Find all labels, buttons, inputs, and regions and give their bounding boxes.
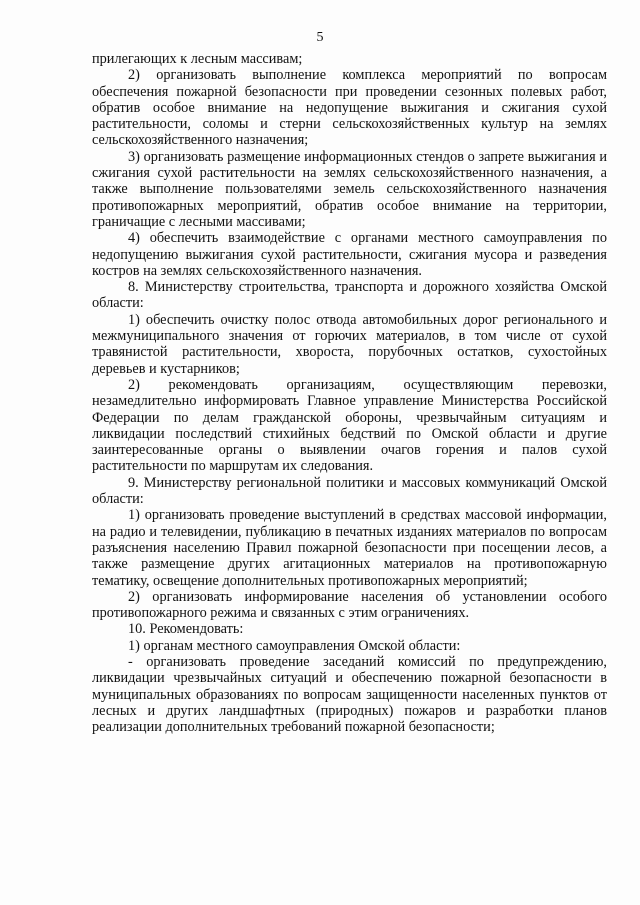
- paragraph: 10. Рекомендовать:: [128, 621, 244, 638]
- paragraph: 3) организовать размещение информационных стендов о запрете выжигания и сжигания сухой растительности на землях сельскохозяйственного назначения, а также выполнение пользователями земель сельскохозяйственного назначения противопожарных мероприятий, обратив особое внимание на территории, граничащие с лесными массивами;: [92, 148, 607, 230]
- paragraph: - организовать проведение заседаний комиссий по предупреждению, ликвидации чрезвычайных ситуаций и обеспечению пожарной безопасности в муниципальных образованиях по вопросам защищенности населенных пунктов от лесных и других ландшафтных (природных) пожаров и разработки планов реализации дополнительных требований пожарной безопасности;: [92, 653, 607, 736]
- paragraph: 2) рекомендовать организациям, осуществляющим перевозки, незамедлительно информировать Главное управление Министерства Российской Федерации по делам гражданской обороны, чрезвычайным ситуациям и ликвидации последствий стихийных бедствий по Омской области и другие заинтересованные органы о выявлении очагов горения и палов сухой растительности по маршрутам их следования.: [92, 376, 607, 475]
- paragraph: 1) обеспечить очистку полос отвода автомобильных дорог регионального и межмуниципального значения от горючих материалов, в том числе от сухой травянистой растительности, хвороста, порубочных остатков, сухостойных деревьев и кустарников;: [92, 311, 607, 377]
- paragraph: 1) организовать проведение выступлений в средствах массовой информации, на радио и телевидении, публикацию в печатных изданиях материалов по вопросам разъяснения населению Правил пожарной безопасности при посещении лесов, а также размещение других агитационных материалов на противопожарную тематику, освещение дополнительных противопожарных мероприятий;: [92, 507, 607, 589]
- paragraph: 2) организовать выполнение комплекса мероприятий по вопросам обеспечения пожарной безопасности при проведении сезонных полевых работ, обратив особое внимание на недопущение выжигания и сжигания сухой растительности, соломы и стерни сельскохозяйственных культур на землях сельскохозяйственного назначения;: [92, 67, 607, 149]
- document-body: [92, 51, 607, 735]
- paragraph: 1) органам местного самоуправления Омской области:: [128, 637, 461, 654]
- paragraph: 4) обеспечить взаимодействие с органами местного самоуправления по недопущению выжигания сухой растительности, сжигания мусора и разведения костров на землях сельскохозяйственного назначения.: [92, 230, 607, 279]
- paragraph: прилегающих к лесным массивам;: [92, 51, 303, 67]
- paragraph: 9. Министерству региональной политики и массовых коммуникаций Омской области:: [92, 474, 607, 508]
- paragraph: 2) организовать информирование населения об установлении особого противопожарного режима и связанных с этим ограничениях.: [92, 588, 607, 622]
- page-number: 5: [316, 30, 324, 45]
- paragraph: 8. Министерству строительства, транспорта и дорожного хозяйства Омской области:: [92, 279, 607, 312]
